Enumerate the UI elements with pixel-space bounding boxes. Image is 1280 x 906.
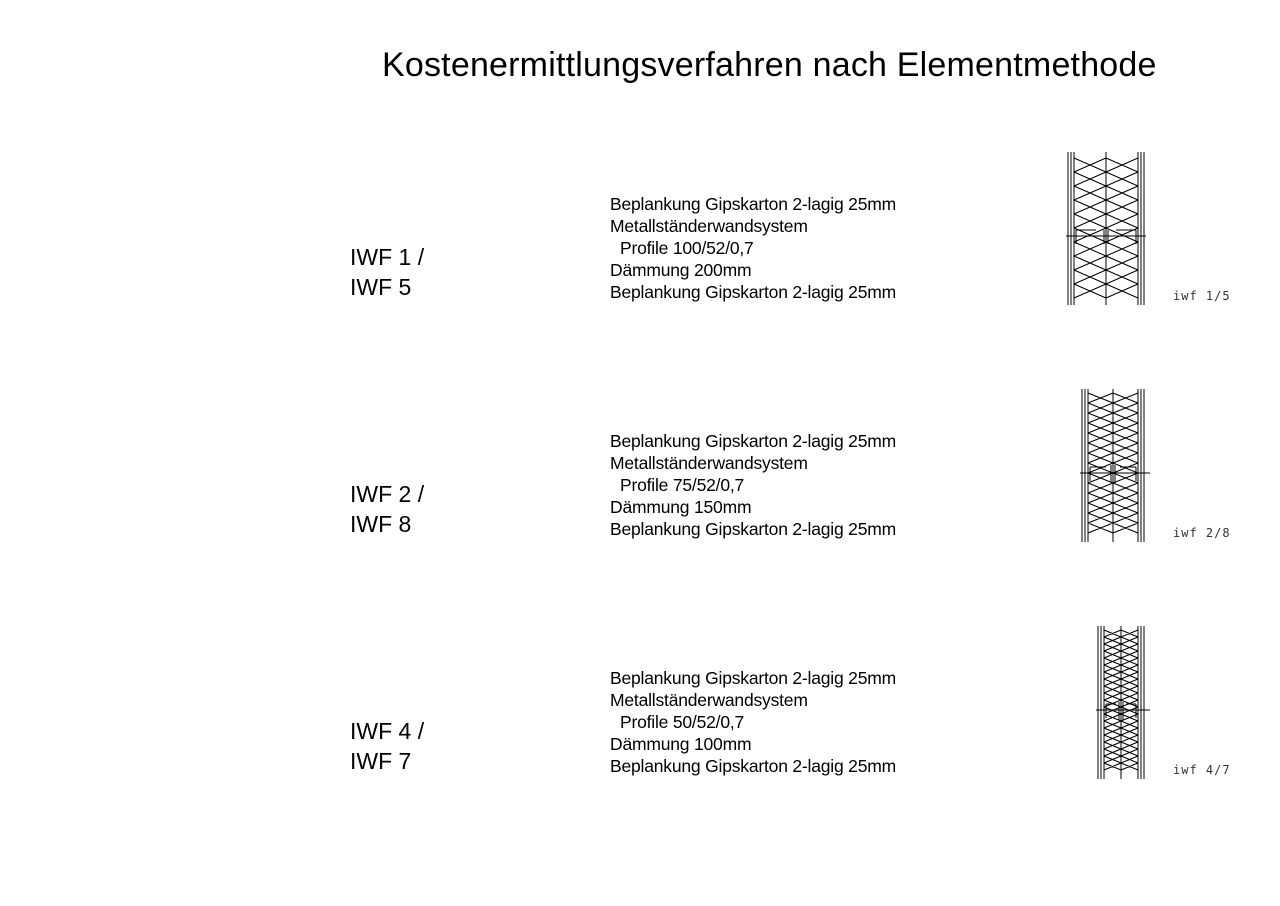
wall-code-line1: IWF 4 / — [350, 718, 425, 744]
layer-stud-system: Metallständerwandsystem — [610, 690, 808, 710]
wall-description — [610, 430, 896, 540]
wall-code — [350, 479, 424, 539]
layer-outer-cladding: Beplankung Gipskarton 2-lagig 25mm — [610, 431, 897, 451]
layer-profile: Profile 100/52/0,7 — [620, 238, 754, 258]
drawing-label: iwf 2/8 — [1173, 526, 1231, 540]
wall-section-drawing — [1066, 152, 1146, 308]
layer-outer-cladding: Beplankung Gipskarton 2-lagig 25mm — [610, 668, 897, 688]
layer-insulation: Dämmung 100mm — [610, 734, 752, 754]
layer-inner-cladding: Beplankung Gipskarton 2-lagig 25mm — [610, 282, 897, 302]
page-title: Kostenermittlungsverfahren nach Elementmethode — [382, 46, 1157, 84]
wall-code — [350, 242, 424, 302]
wall-row-iwf4 — [0, 624, 1280, 784]
wall-section-drawing — [1096, 626, 1150, 782]
drawing-label: iwf 1/5 — [1173, 289, 1231, 303]
layer-insulation: Dämmung 200mm — [610, 260, 752, 280]
wall-code-line1: IWF 1 / — [350, 244, 425, 270]
wall-code-line2: IWF 8 — [350, 511, 412, 537]
layer-profile: Profile 50/52/0,7 — [620, 712, 745, 732]
wall-code-line2: IWF 7 — [350, 748, 412, 774]
wall-section-drawing — [1080, 389, 1150, 545]
wall-row-iwf2 — [0, 387, 1280, 547]
drawing-label: iwf 4/7 — [1173, 763, 1231, 777]
layer-inner-cladding: Beplankung Gipskarton 2-lagig 25mm — [610, 756, 897, 776]
wall-description — [610, 193, 896, 303]
layer-profile: Profile 75/52/0,7 — [620, 475, 745, 495]
wall-description — [610, 667, 896, 777]
layer-stud-system: Metallständerwandsystem — [610, 216, 808, 236]
layer-insulation: Dämmung 150mm — [610, 497, 752, 517]
layer-inner-cladding: Beplankung Gipskarton 2-lagig 25mm — [610, 519, 897, 539]
wall-row-iwf1 — [0, 150, 1280, 310]
wall-code — [350, 716, 424, 776]
wall-code-line1: IWF 2 / — [350, 481, 425, 507]
layer-outer-cladding: Beplankung Gipskarton 2-lagig 25mm — [610, 194, 897, 214]
wall-code-line2: IWF 5 — [350, 274, 412, 300]
layer-stud-system: Metallständerwandsystem — [610, 453, 808, 473]
